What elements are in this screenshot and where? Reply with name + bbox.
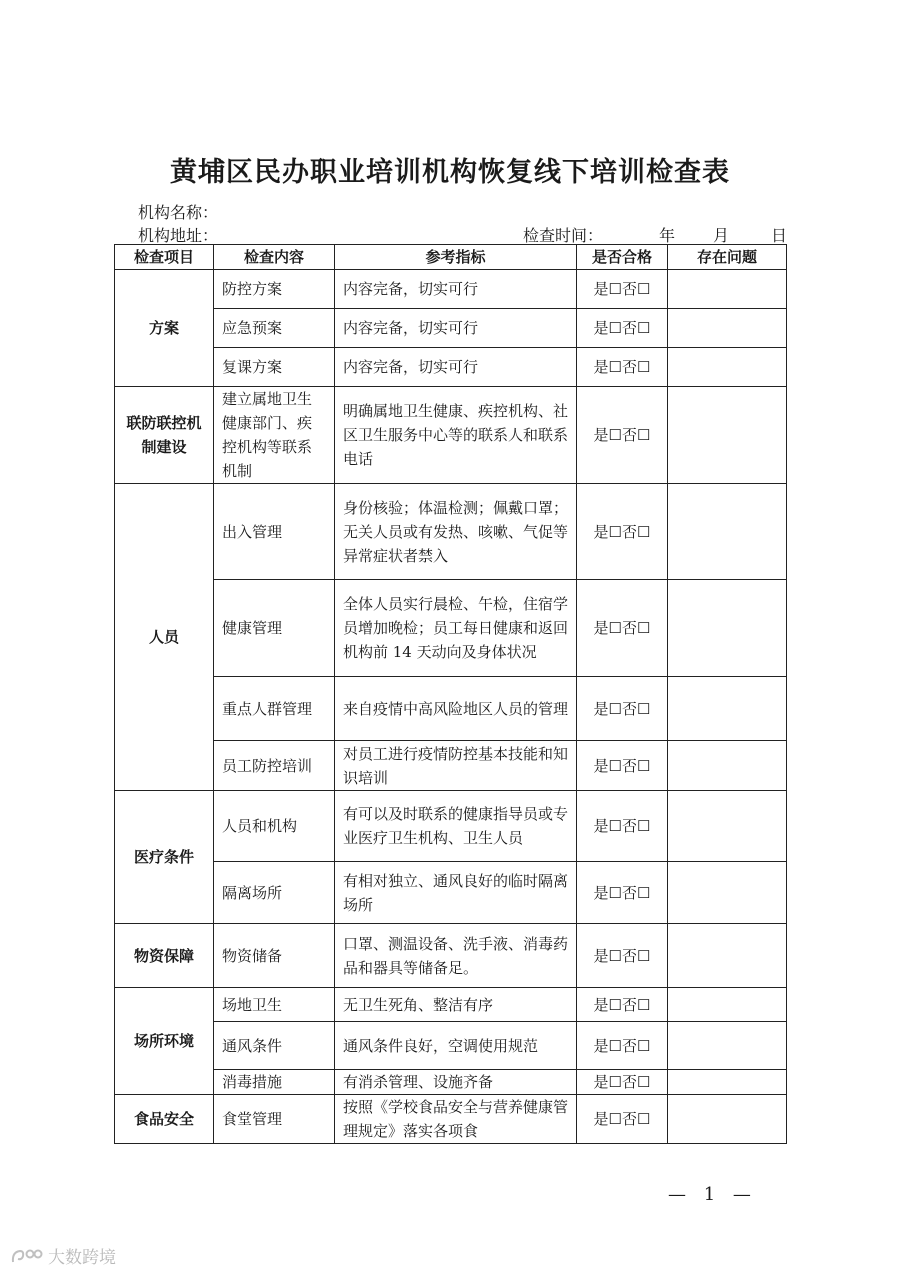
reference-criteria: 对员工进行疫情防控基本技能和知识培训 xyxy=(335,741,577,791)
table-header-row xyxy=(115,245,787,270)
issues-field[interactable] xyxy=(668,309,787,348)
reference-criteria: 按照《学校食品安全与营养健康管理规定》落实各项食 xyxy=(335,1095,577,1144)
issues-field[interactable] xyxy=(668,862,787,924)
reference-criteria: 内容完备，切实可行 xyxy=(335,348,577,387)
reference-criteria: 来自疫情中高风险地区人员的管理 xyxy=(335,677,577,741)
section-name: 场所环境 xyxy=(115,988,214,1095)
year-label: 年 xyxy=(659,226,676,245)
header-reference-criteria: 参考指标 xyxy=(335,245,577,270)
check-content: 消毒措施 xyxy=(214,1070,335,1095)
check-time xyxy=(523,223,787,246)
section-name: 食品安全 xyxy=(115,1095,214,1144)
table-row xyxy=(115,791,787,862)
pass-checkbox-field[interactable]: 是☐否☐ xyxy=(577,387,668,484)
pass-checkbox-field[interactable]: 是☐否☐ xyxy=(577,270,668,309)
issues-field[interactable] xyxy=(668,484,787,580)
check-content: 防控方案 xyxy=(214,270,335,309)
pass-checkbox-field[interactable]: 是☐否☐ xyxy=(577,988,668,1022)
check-content: 人员和机构 xyxy=(214,791,335,862)
pass-checkbox-field[interactable]: 是☐否☐ xyxy=(577,791,668,862)
section-name: 人员 xyxy=(115,484,214,791)
reference-criteria: 内容完备，切实可行 xyxy=(335,270,577,309)
issues-field[interactable] xyxy=(668,677,787,741)
org-address-label: 机构地址： xyxy=(138,226,219,245)
reference-criteria: 有消杀管理、设施齐备 xyxy=(335,1070,577,1095)
check-content: 重点人群管理 xyxy=(214,677,335,741)
check-content: 通风条件 xyxy=(214,1022,335,1070)
pass-checkbox-field[interactable]: 是☐否☐ xyxy=(577,1095,668,1144)
pass-checkbox-field[interactable]: 是☐否☐ xyxy=(577,741,668,791)
reference-criteria: 身份核验；体温检测；佩戴口罩；无关人员或有发热、咳嗽、气促等异常症状者禁入 xyxy=(335,484,577,580)
pass-checkbox-field[interactable]: 是☐否☐ xyxy=(577,924,668,988)
header-check-item: 检查项目 xyxy=(115,245,214,270)
section-name: 物资保障 xyxy=(115,924,214,988)
pass-checkbox-field[interactable]: 是☐否☐ xyxy=(577,484,668,580)
org-name-label: 机构名称： xyxy=(138,203,219,222)
issues-field[interactable] xyxy=(668,387,787,484)
pass-checkbox-field[interactable]: 是☐否☐ xyxy=(577,1022,668,1070)
section-name: 方案 xyxy=(115,270,214,387)
check-content: 健康管理 xyxy=(214,580,335,677)
reference-criteria: 全体人员实行晨检、午检，住宿学员增加晚检；员工每日健康和返回机构前 14 天动向及身体状况 xyxy=(335,580,577,677)
document-title: 黄埔区民办职业培训机构恢复线下培训检查表 xyxy=(170,157,730,188)
pass-checkbox-field[interactable]: 是☐否☐ xyxy=(577,1070,668,1095)
issues-field[interactable] xyxy=(668,348,787,387)
issues-field[interactable] xyxy=(668,1095,787,1144)
pass-checkbox-field[interactable]: 是☐否☐ xyxy=(577,580,668,677)
table-row xyxy=(115,1070,787,1095)
reference-criteria: 有相对独立、通风良好的临时隔离场所 xyxy=(335,862,577,924)
pass-checkbox-field[interactable]: 是☐否☐ xyxy=(577,677,668,741)
watermark-logo-icon xyxy=(10,1246,44,1266)
table-row xyxy=(115,988,787,1022)
issues-field[interactable] xyxy=(668,924,787,988)
issues-field[interactable] xyxy=(668,580,787,677)
header-check-content: 检查内容 xyxy=(214,245,335,270)
issues-field[interactable] xyxy=(668,988,787,1022)
table-row xyxy=(115,741,787,791)
table-row xyxy=(115,387,787,484)
reference-criteria: 无卫生死角、整洁有序 xyxy=(335,988,577,1022)
table-row xyxy=(115,580,787,677)
month-label: 月 xyxy=(713,226,730,245)
section-name: 联防联控机制建设 xyxy=(115,387,214,484)
issues-field[interactable] xyxy=(668,741,787,791)
section-name: 医疗条件 xyxy=(115,791,214,924)
page-number: — 1 — xyxy=(668,1184,757,1205)
check-content: 隔离场所 xyxy=(214,862,335,924)
check-content: 应急预案 xyxy=(214,309,335,348)
reference-criteria: 明确属地卫生健康、疾控机构、社区卫生服务中心等的联系人和联系电话 xyxy=(335,387,577,484)
check-content: 食堂管理 xyxy=(214,1095,335,1144)
check-content: 员工防控培训 xyxy=(214,741,335,791)
check-content: 场地卫生 xyxy=(214,988,335,1022)
inspection-table xyxy=(114,244,787,1144)
issues-field[interactable] xyxy=(668,1070,787,1095)
table-row xyxy=(115,677,787,741)
table-row xyxy=(115,309,787,348)
table-row xyxy=(115,348,787,387)
pass-checkbox-field[interactable]: 是☐否☐ xyxy=(577,348,668,387)
reference-criteria: 通风条件良好，空调使用规范 xyxy=(335,1022,577,1070)
table-row xyxy=(115,1095,787,1144)
table-row xyxy=(115,924,787,988)
reference-criteria: 内容完备，切实可行 xyxy=(335,309,577,348)
table-row xyxy=(115,1022,787,1070)
header-pass: 是否合格 xyxy=(577,245,668,270)
issues-field[interactable] xyxy=(668,1022,787,1070)
check-content: 物资储备 xyxy=(214,924,335,988)
watermark-text: 大数跨境 xyxy=(48,1248,116,1268)
reference-criteria: 口罩、测温设备、洗手液、消毒药品和器具等储备足。 xyxy=(335,924,577,988)
check-time-label: 检查时间： xyxy=(523,226,604,245)
pass-checkbox-field[interactable]: 是☐否☐ xyxy=(577,309,668,348)
pass-checkbox-field[interactable]: 是☐否☐ xyxy=(577,862,668,924)
check-content: 建立属地卫生健康部门、疾控机构等联系机制 xyxy=(214,387,335,484)
table-body xyxy=(115,270,787,1144)
table-row xyxy=(115,484,787,580)
watermark xyxy=(10,1243,116,1268)
day-label: 日 xyxy=(771,226,788,245)
check-content: 出入管理 xyxy=(214,484,335,580)
issues-field[interactable] xyxy=(668,270,787,309)
check-content: 复课方案 xyxy=(214,348,335,387)
table-row xyxy=(115,862,787,924)
header-issues: 存在问题 xyxy=(668,245,787,270)
table-row xyxy=(115,270,787,309)
reference-criteria: 有可以及时联系的健康指导员或专业医疗卫生机构、卫生人员 xyxy=(335,791,577,862)
issues-field[interactable] xyxy=(668,791,787,862)
